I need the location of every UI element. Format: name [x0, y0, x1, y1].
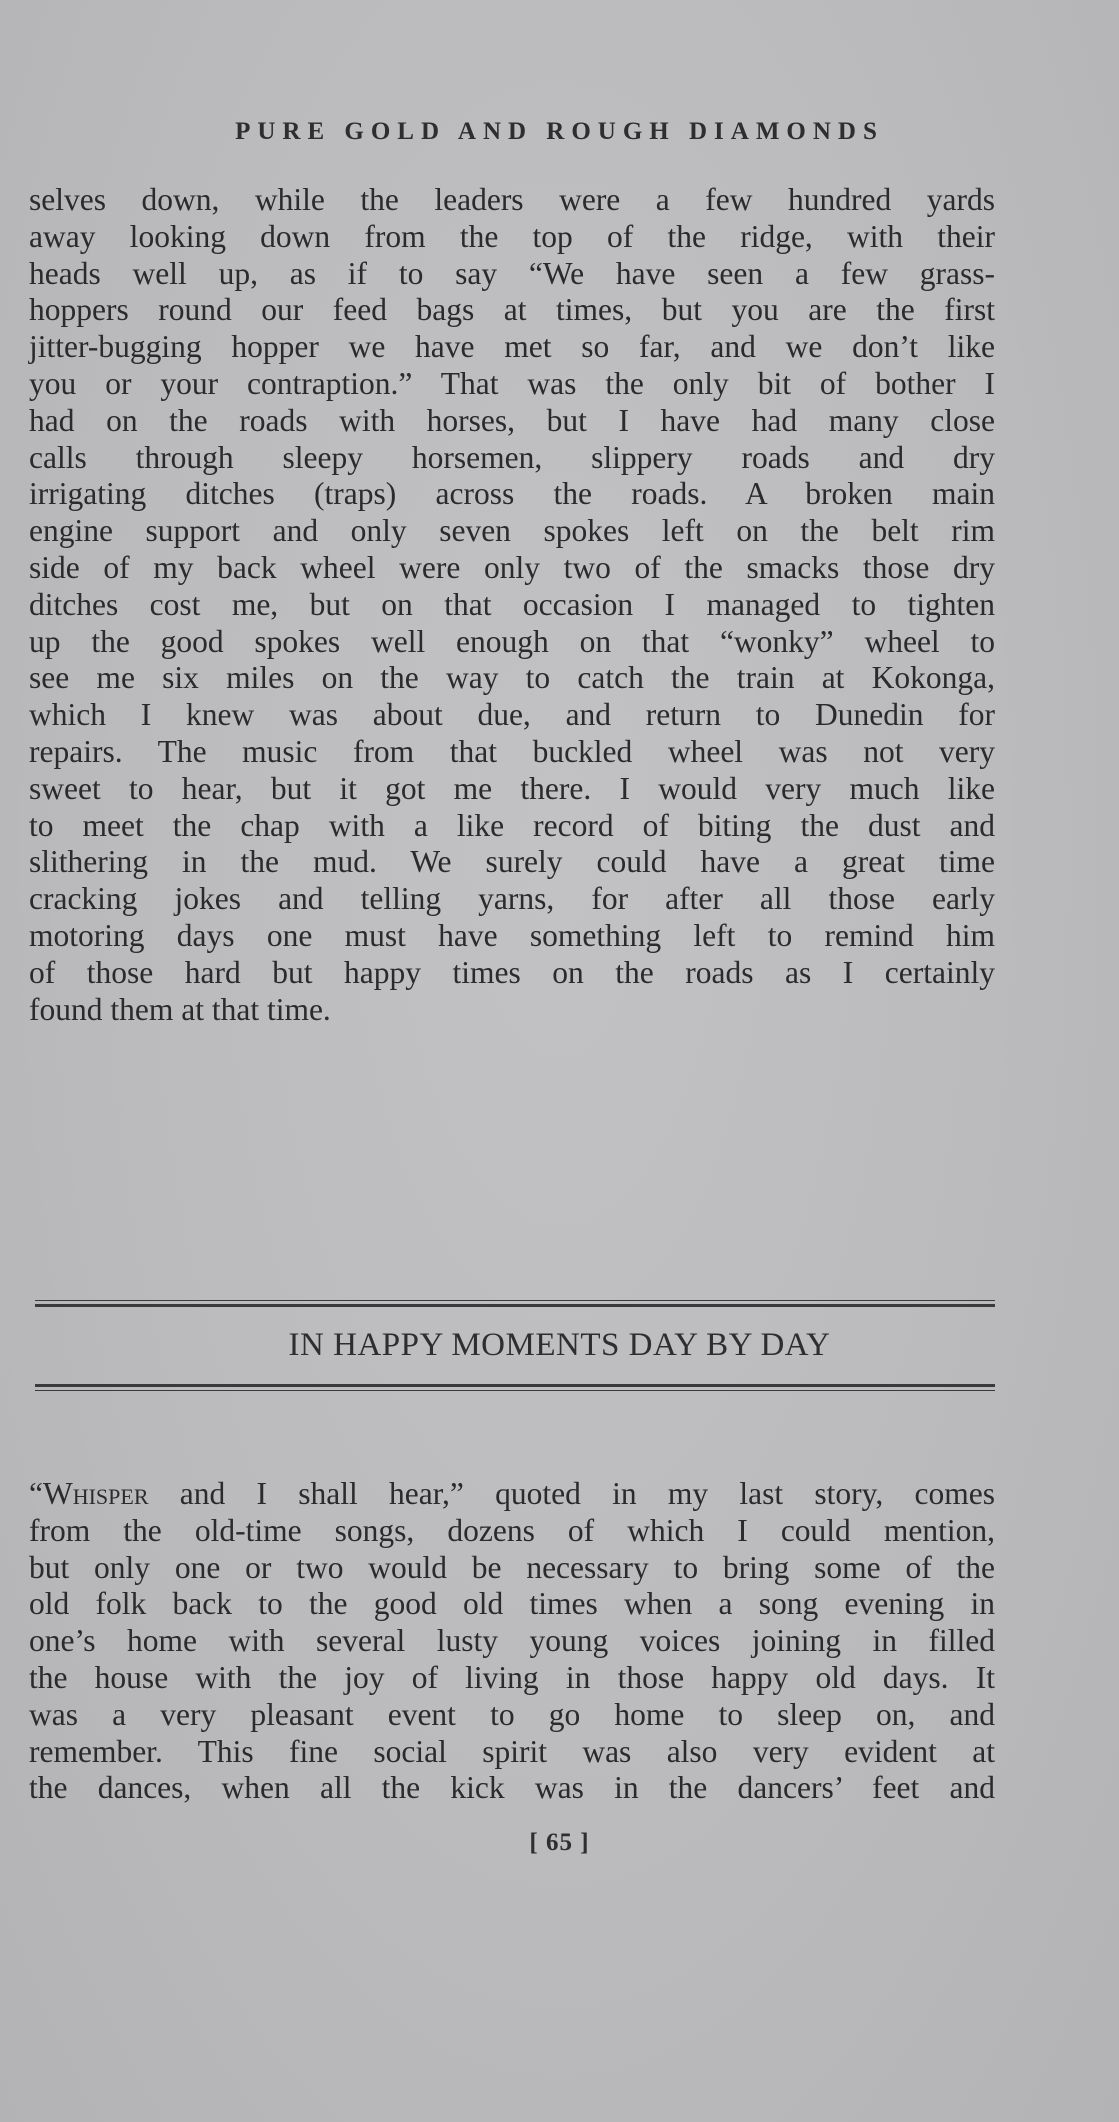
- paragraph-new-story: [29, 1476, 995, 1807]
- text-line: which I knew was about due, and return to Dunedin for: [29, 697, 995, 733]
- text-line: slithering in the mud. We surely could have a great time: [29, 844, 995, 880]
- text-line: you or your contraption.” That was the only bit of bother I: [29, 365, 995, 401]
- running-head: PURE GOLD AND ROUGH DIAMONDS: [235, 118, 884, 145]
- text-line: had on the roads with horses, but I have had many close: [29, 402, 995, 438]
- paragraph-continued: [29, 182, 995, 1028]
- text-line: was a very pleasant event to go home to sleep on, and: [29, 1696, 995, 1732]
- text-line: found them at that time.: [29, 991, 331, 1027]
- text-line: up the good spokes well enough on that “wonky” wheel to: [29, 623, 995, 659]
- drop-word: “Whisper: [29, 1476, 149, 1511]
- text-line: see me six miles on the way to catch the train at Kokonga,: [29, 660, 995, 696]
- text-line: [29, 1476, 995, 1513]
- text-line: selves down, while the leaders were a few hundred yards: [29, 182, 995, 217]
- text-line: old folk back to the good old times when a song evening in: [29, 1586, 995, 1622]
- text-line: motoring days one must have something left to remind him: [29, 917, 995, 953]
- text-line: the dances, when all the kick was in the dancers’ feet and: [29, 1770, 995, 1806]
- text-line: sweet to hear, but it got me there. I would very much like: [29, 770, 995, 806]
- text-line: to meet the chap with a like record of biting the dust and: [29, 807, 995, 843]
- text-line: of those hard but happy times on the roads as I certainly: [29, 954, 995, 990]
- text-line: but only one or two would be necessary to bring some of the: [29, 1549, 995, 1585]
- text-line: engine support and only seven spokes left on the belt rim: [29, 513, 995, 549]
- text-line: calls through sleepy horsemen, slippery roads and dry: [29, 439, 995, 475]
- text-line: ditches cost me, but on that occasion I managed to tighten: [29, 586, 995, 622]
- text-line: cracking jokes and telling yarns, for after all those early: [29, 881, 995, 917]
- text-line: repairs. The music from that buckled wheel was not very: [29, 733, 995, 769]
- text-line: one’s home with several lusty young voices joining in filled: [29, 1623, 995, 1659]
- text-line: irrigating ditches (traps) across the roads. A broken main: [29, 476, 995, 512]
- text-line: the house with the joy of living in those happy old days. It: [29, 1659, 995, 1695]
- text-line: remember. This fine social spirit was also very evident at: [29, 1733, 995, 1769]
- heading-rule-top: [35, 1300, 995, 1307]
- section-heading: IN HAPPY MOMENTS DAY BY DAY: [288, 1327, 831, 1363]
- text-line: heads well up, as if to say “We have seen a few grass-: [29, 255, 995, 291]
- first-line-rest: and I shall hear,” quoted in my last story, comes: [148, 1476, 995, 1511]
- text-line: jitter-bugging hopper we have met so far, and we don’t like: [29, 329, 995, 365]
- heading-rule-bottom: [35, 1384, 995, 1391]
- text-line: side of my back wheel were only two of the smacks those dry: [29, 549, 995, 585]
- text-line: hoppers round our feed bags at times, but you are the first: [29, 292, 995, 328]
- page-number: [ 65 ]: [529, 1829, 590, 1856]
- text-line: from the old-time songs, dozens of which I could mention,: [29, 1512, 995, 1548]
- text-line: away looking down from the top of the ridge, with their: [29, 218, 995, 254]
